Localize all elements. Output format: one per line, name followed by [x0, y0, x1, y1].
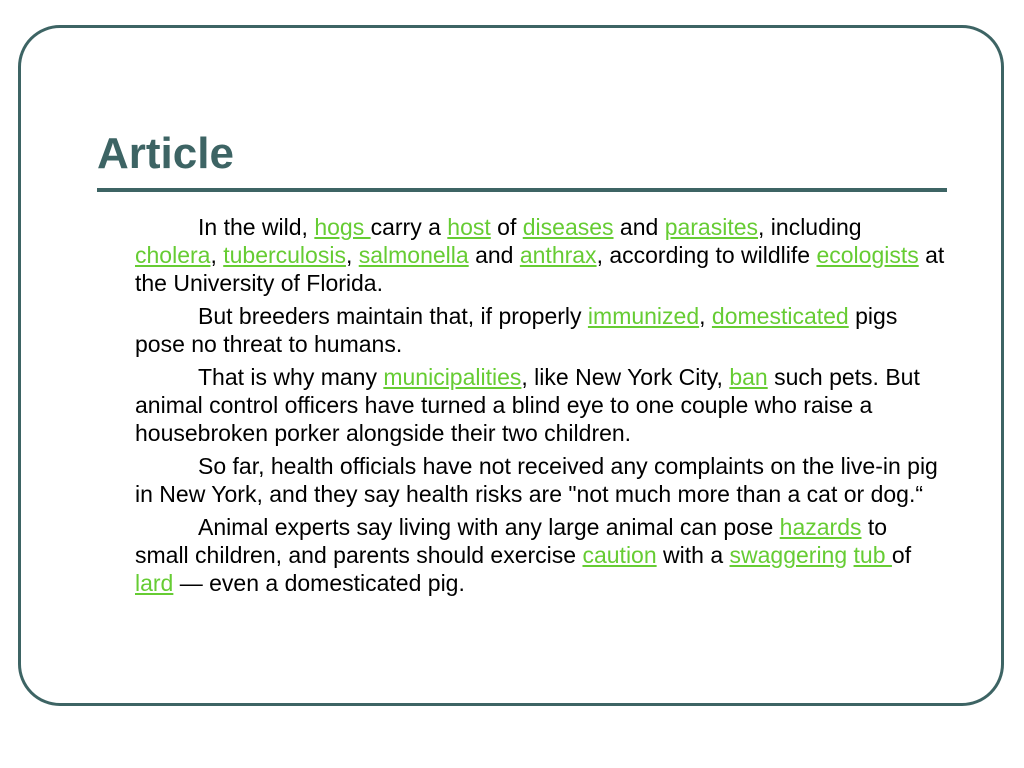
article-paragraph	[135, 302, 947, 358]
paragraph-text: and	[613, 214, 665, 240]
vocabulary-link[interactable]: parasites	[664, 214, 759, 240]
paragraph-text: Animal experts say living with any large animal can pose	[198, 514, 780, 540]
vocabulary-link[interactable]: tub	[853, 542, 892, 568]
paragraph-text: That is why many	[198, 364, 384, 390]
paragraph-text: ,	[345, 242, 359, 268]
paragraph-text: — even a domesticated pig.	[173, 570, 465, 596]
vocabulary-link[interactable]: salmonella	[358, 242, 469, 268]
vocabulary-link[interactable]: hazards	[779, 514, 862, 540]
paragraph-text: and	[468, 242, 520, 268]
vocabulary-link[interactable]: ban	[729, 364, 768, 390]
paragraph-text: to small children, and parents should exercise	[135, 514, 888, 568]
article-body	[135, 213, 947, 602]
paragraph-text: But breeders maintain that, if properly	[198, 303, 588, 329]
title-divider	[97, 188, 947, 192]
paragraph-text: , including	[758, 214, 862, 240]
paragraph-text: at the University of Florida.	[135, 242, 945, 296]
article-paragraph	[135, 213, 947, 297]
vocabulary-link[interactable]: municipalities	[383, 364, 522, 390]
paragraph-text: carry a	[370, 214, 448, 240]
vocabulary-link[interactable]: tuberculosis	[223, 242, 346, 268]
vocabulary-link[interactable]: diseases	[522, 214, 614, 240]
vocabulary-link[interactable]: caution	[582, 542, 657, 568]
paragraph-text: of	[490, 214, 523, 240]
paragraph-text: ,	[699, 303, 712, 329]
vocabulary-link[interactable]: domesticated	[711, 303, 849, 329]
slide-title: Article	[97, 129, 234, 178]
article-paragraph	[135, 513, 947, 597]
vocabulary-link[interactable]: host	[447, 214, 491, 240]
paragraph-text: ,	[210, 242, 224, 268]
vocabulary-link[interactable]: immunized	[587, 303, 700, 329]
vocabulary-link[interactable]: lard	[135, 570, 174, 596]
paragraph-text: of	[891, 542, 912, 568]
paragraph-text: So far, health officials have not received any complaints on the live-in pig in New York, and they say health risks are "not much more than a cat or dog.“	[135, 453, 938, 507]
vocabulary-link[interactable]: ecologists	[816, 242, 919, 268]
paragraph-text: In the wild,	[198, 214, 315, 240]
paragraph-text: , like New York City,	[521, 364, 730, 390]
vocabulary-link[interactable]: swaggering	[729, 542, 848, 568]
vocabulary-link[interactable]: anthrax	[519, 242, 597, 268]
vocabulary-link[interactable]: hogs	[314, 214, 371, 240]
paragraph-text: , according to wildlife	[596, 242, 817, 268]
paragraph-text: with a	[656, 542, 730, 568]
paragraph-text: such pets. But animal control officers have turned a blind eye to one couple who raise a housebroken porker alongside their two children.	[135, 364, 920, 446]
vocabulary-link[interactable]: cholera	[135, 242, 211, 268]
paragraph-text: pigs pose no threat to humans.	[135, 303, 898, 357]
article-paragraph	[135, 363, 947, 447]
article-paragraph	[135, 452, 947, 508]
